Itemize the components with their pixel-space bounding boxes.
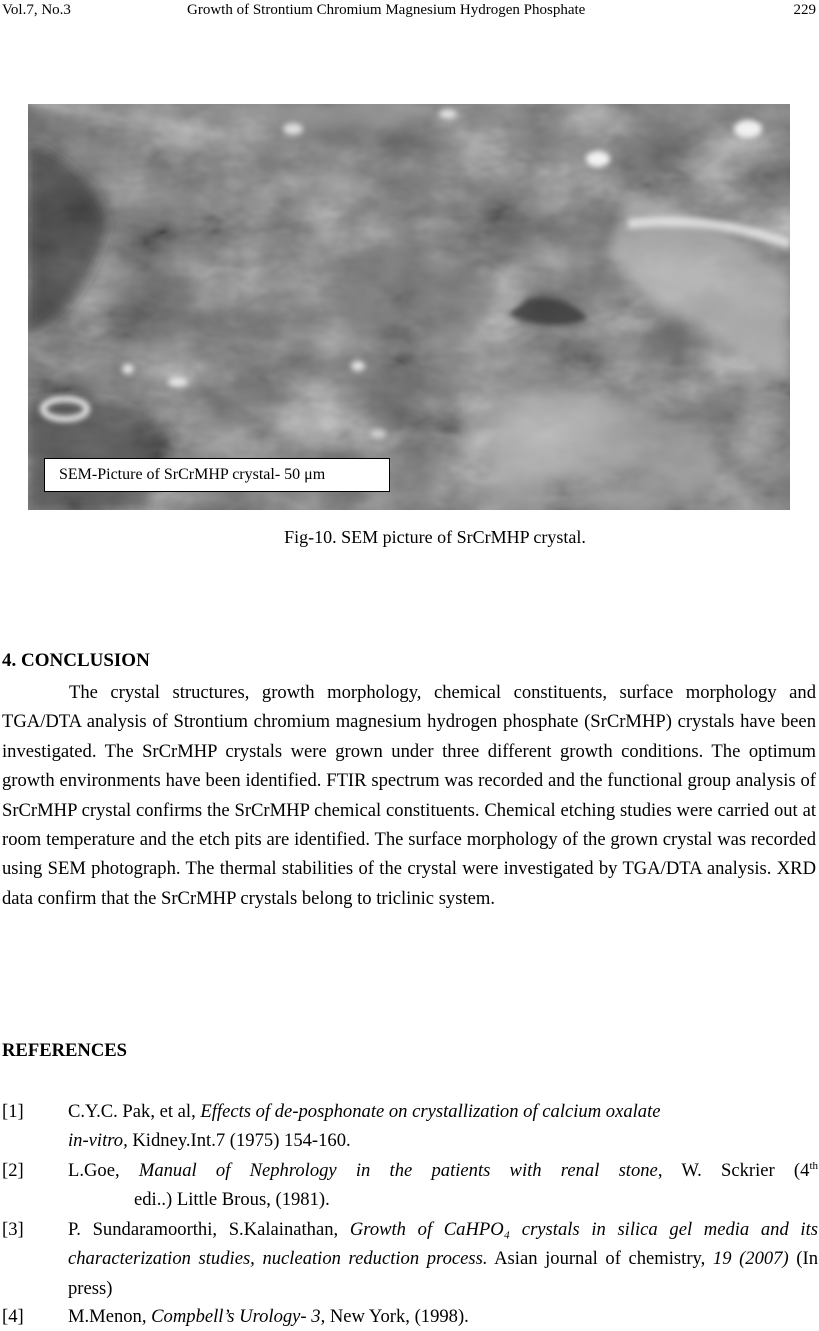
section-title: 4. CONCLUSION — [2, 650, 150, 671]
reference-authors: C.Y.C. Pak, et al, — [68, 1101, 201, 1122]
reference-title-cont: in-vitro, — [68, 1130, 128, 1152]
running-title: Growth of Strontium Chromium Magnesium Hydrogen Phosphate — [187, 2, 586, 18]
conclusion-paragraph: The crystal structures, growth morphology, chemical constituents, surface morphology and TGA/DTA analysis of Strontium chromium magnesium hydrogen phosphate (SrCrMHP) crystals have been investigated. The SrCrMHP crystals were grown under three different growth conditions. The optimum growth environments have been identified. FTIR spectrum was recorded and the functional group analysis of SrCrMHP crystal confirms the SrCrMHP chemical constituents. Chemical etching studies were carried out at room temperature and the etch pits are identified. The surface morphology of the grown crystal was recorded using SEM photograph. The thermal stabilities of the crystal were investigated by TGA/DTA analysis. XRD data confirm that the SrCrMHP crystals belong to triclinic system. — [2, 682, 816, 909]
reference-authors: L.Goe, — [68, 1160, 139, 1181]
reference-title: Manual of Nephrology in the patients with renal stone — [138, 1160, 658, 1181]
reference-number: [4] — [2, 1306, 24, 1327]
reference-source: Kidney.Int.7 (1975) 154-160. — [127, 1130, 351, 1152]
reference-body — [68, 1215, 818, 1303]
sem-micrograph — [28, 104, 790, 510]
journal-volume: Vol.7, No.3 — [2, 2, 71, 18]
reference-superscript: th — [809, 1159, 818, 1172]
reference-number: [1] — [2, 1101, 24, 1122]
sem-image — [28, 104, 790, 510]
reference-status: (In press) — [68, 1248, 818, 1299]
reference-edition: edi..) Little Brous, (1981). — [134, 1189, 330, 1211]
sem-scale-label: SEM-Picture of SrCrMHP crystal- 50 μm — [44, 458, 390, 492]
running-header — [2, 0, 816, 22]
reference-title: Effects of de-posphonate on crystallization of calcium oxalate — [200, 1101, 661, 1122]
reference-source: , W. Sckrier (4 — [657, 1160, 810, 1181]
reference-source: Asian journal of chemistry, — [487, 1248, 713, 1270]
reference-volume: 19 (2007) — [712, 1248, 789, 1270]
reference-source: , New York, (1998). — [320, 1306, 469, 1327]
reference-authors: M.Menon, — [68, 1306, 152, 1327]
reference-authors: P. Sundaramoorthi, S.Kalainathan, — [68, 1219, 350, 1240]
references-title: REFERENCES — [2, 1040, 128, 1061]
reference-number: [2] — [2, 1160, 24, 1181]
figure-caption: Fig-10. SEM picture of SrCrMHP crystal. — [284, 527, 586, 547]
reference-number: [3] — [2, 1219, 24, 1240]
reference-body — [68, 1097, 818, 1156]
reference-title: Growth of CaHPO₄ crystals in silica gel media and its characterization studies, nucleation reduction process. — [68, 1219, 818, 1270]
reference-body — [68, 1156, 818, 1215]
reference-body — [68, 1302, 818, 1331]
page-number: 229 — [793, 2, 816, 18]
reference-title: Compbell’s Urology- 3 — [151, 1306, 321, 1327]
